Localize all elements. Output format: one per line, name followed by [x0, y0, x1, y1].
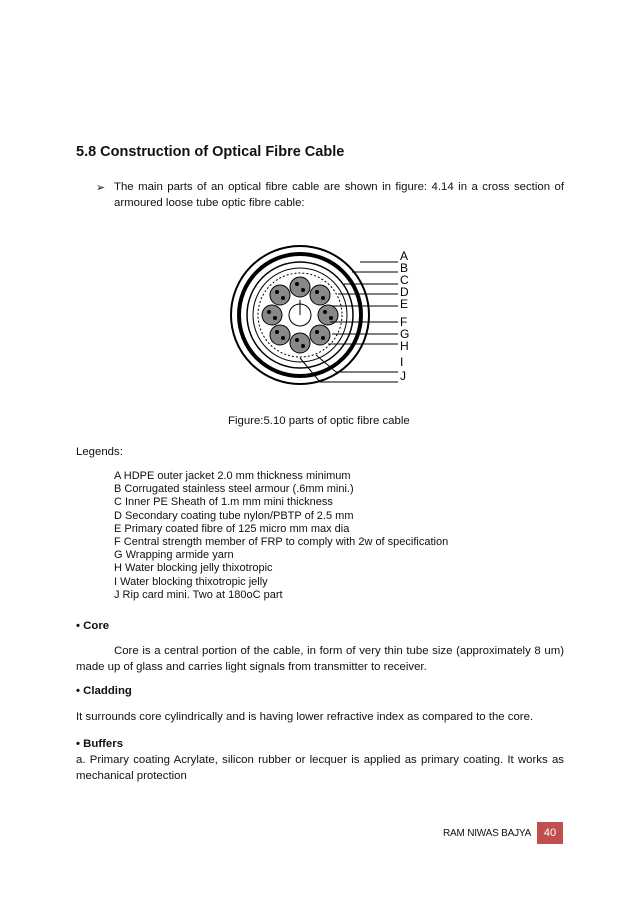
figure-label-d: D	[400, 285, 409, 299]
figure-label-h: H	[400, 339, 409, 353]
core-text: Core is a central portion of the cable, in form of very thin tube size (approximately 8 um) made up of glass and carries light signals from transmitter to receiver.	[76, 645, 564, 673]
figure-caption: Figure:5.10 parts of optic fibre cable	[228, 415, 410, 427]
buffers-title: • Buffers	[76, 738, 124, 750]
core-title: • Core	[76, 620, 110, 632]
legend-item: I Water blocking thixotropic jelly	[114, 575, 268, 588]
figure-label-f: F	[400, 315, 408, 329]
cladding-text: It surrounds core cylindrically and is having lower refractive index as compared to the core.	[76, 711, 534, 723]
figure-label-i: I	[400, 355, 404, 369]
legends-title: Legends:	[76, 446, 123, 458]
figure-label-g: G	[400, 327, 410, 341]
figure-label-a: A	[400, 249, 409, 263]
intro-paragraph: The main parts of an optical fibre cable are shown in figure: 4.14 in a cross section of armoured loose tube optic fibre cable:	[114, 181, 564, 209]
figure-label-j: J	[400, 369, 406, 383]
figure-label-e: E	[400, 297, 409, 311]
buffers-text: a. Primary coating Acrylate, silicon rubber or lecquer is applied as primary coating. It works as mechanical protection	[76, 754, 564, 782]
figure-label-b: B	[400, 261, 409, 275]
figure-label-c: C	[400, 273, 409, 287]
page-number: 40	[537, 822, 563, 844]
legend-item: A HDPE outer jacket 2.0 mm thickness minimum	[114, 470, 351, 482]
legend-item: D Secondary coating tube nylon/PBTP of 2.5 mm	[114, 509, 354, 522]
cable-cross-section-figure	[220, 240, 420, 390]
footer-author: RAM NIWAS BAJYA	[443, 828, 532, 839]
section-heading: 5.8 Construction of Optical Fibre Cable	[76, 144, 345, 160]
legend-item: B Corrugated stainless steel armour (.6mm mini.)	[114, 483, 354, 496]
legend-list	[114, 470, 448, 602]
legend-item: G Wrapping armide yarn	[114, 549, 234, 562]
legend-item: H Water blocking jelly thixotropic	[114, 562, 273, 575]
legend-item: J Rip card mini. Two at 180oC part	[114, 588, 283, 601]
arrow-bullet-icon: ➢	[96, 182, 106, 194]
legend-item: E Primary coated fibre of 125 micro mm max dia	[114, 522, 350, 535]
legend-item: F Central strength member of FRP to comply with 2w of specification	[114, 536, 449, 549]
figure-labels	[400, 249, 409, 383]
legend-item: C Inner PE Sheath of 1.m mm mini thickness	[114, 496, 333, 509]
cladding-title: • Cladding	[76, 685, 132, 697]
